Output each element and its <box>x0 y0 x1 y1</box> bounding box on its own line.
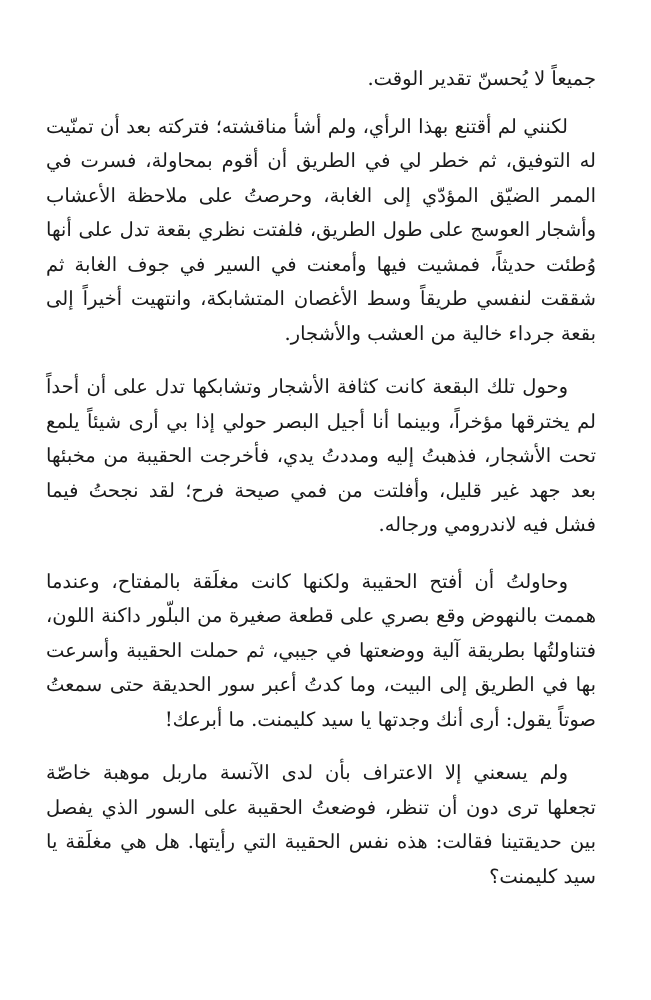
paragraph-4: وحاولتُ أن أفتح الحقيبة ولكنها كانت مغلَقة بالمفتاح، وعندما هممت بالنهوض وقع بصري على قطعة صغيرة من البلّور داكنة اللون، فتناولتُها بطريقة آلية ووضعتها في جيبي، ثم حملت الحقيبة وأسرعت بها في الطريق إلى البيت، وما كدتُ أعبر سور الحديقة حتى سمعتُ صوتاً يقول: أرى أنك وجدتها يا سيد كليمنت. ما أبرعك! <box>46 569 596 731</box>
paragraph-2: لكنني لم أقتنع بهذا الرأي، ولم أشأ مناقشته؛ فتركته بعد أن تمنّيت له التوفيق، ثم خطر لي في الطريق أن أقوم بمحاولة، فسرت في الممر الضيّق المؤدّي إلى الغابة، وحرصتُ على ملاحظة الأعشاب وأشجار العوسج على طول الطريق، فلفتت نظري بقعة تدل على أنها وُطئت حديثاً، فمشيت فيها وأمعنت في السير في جوف الغابة ثم شققت لنفسي طريقاً وسط الأغصان المتشابكة، وانتهيت أخيراً إلى بقعة جرداء خالية من العشب والأشجار. <box>46 114 596 345</box>
paragraph-1: جميعاً لا يُحسنّ تقدير الوقت. <box>367 67 596 90</box>
paragraph-5: ولم يسعني إلا الاعتراف بأن لدى الآنسة ماربل موهبة خاصّة تجعلها ترى دون أن تنظر، فوضعتُ الحقيبة على السور الذي يفصل بين حديقتينا فقالت: هذه نفس الحقيبة التي رأيتها. هل هي مغلَقة يا سيد كليمنت؟ <box>46 761 596 888</box>
paragraph-3: وحول تلك البقعة كانت كثافة الأشجار وتشابكها تدل على أن أحداً لم يخترقها مؤخراً، وبينما أنا أجيل البصر حولي إذا بي أرى شيئاً يلمع تحت الأشجار، فذهبتُ إليه ومددتُ يدي، فأخرجت الحقيبة من مخبئها بعد جهد غير قليل، وأفلتت من فمي صيحة فرح؛ لقد نجحتُ فيما فشل فيه لاندرومي ورجاله. <box>46 375 596 536</box>
